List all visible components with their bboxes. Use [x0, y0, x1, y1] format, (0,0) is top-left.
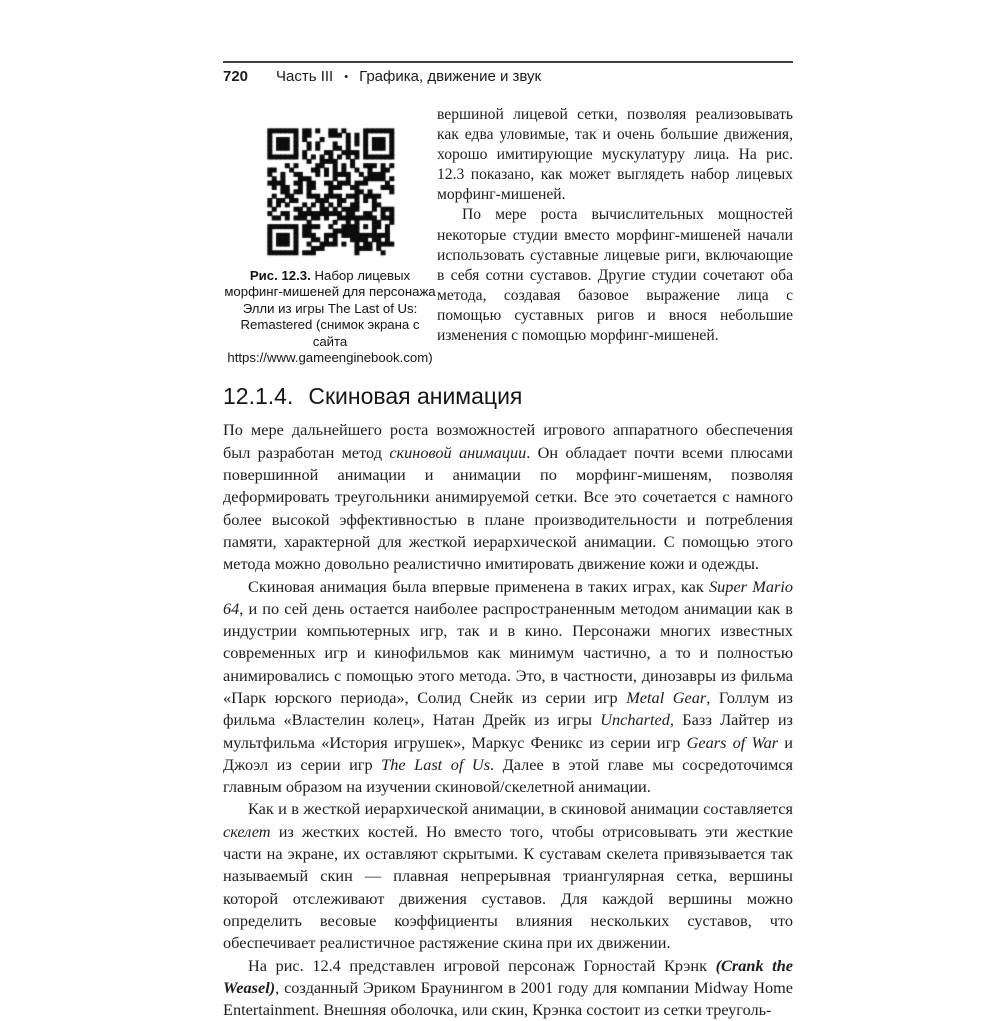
section-title: Скиновая анимация [308, 383, 523, 410]
side-text-column [437, 105, 793, 366]
figure-caption [223, 268, 437, 366]
paragraph: Как и в жесткой иерархической анимации, в скиновой анимации составляется скелет из жестких костей. Но вместо того, чтобы отрисовывать эти жесткие части на экране, их оставляют скрытыми. К суставам скелета привязывается так называемый скин — плавная непрерывная триангулярная сетка, вершины которой отслеживают движения суставов. Для каждой вершины можно определить весовые коэффициенты влияния нескольких суставов, что обеспечивает реалистичное растяжение скина при их движении. [223, 799, 793, 953]
paragraph: Скиновая анимация была впервые применена в таких играх, как Super Mario 64, и по сей день остается наиболее распространенным методом анимации как в индустрии компьютерных игр, так и в кино. Персонажи многих известных современных игр и кинофильмов как минимум частично, а то и полностью анимировались с помощью этого метода. Это, в частности, динозавры из фильма «Парк юрского периода», Солид Снейк из серии игр Metal Gear, Голлум из фильма «Властелин колец», Натан Дрейк из игры Uncharted, Базз Лайтер из мультфильма «История игрушек», Маркус Феникс из серии игр Gears of War и Джоэл из серии игр The Last of Us. Далее в этой главе мы сосредоточимся главным образом на изучении скиновой/скелетной анимации. [223, 576, 793, 797]
figure-12-3 [223, 105, 437, 366]
qr-code-image [263, 124, 398, 259]
figure-caption-label: Рис. 12.3. [249, 268, 311, 283]
running-head [223, 61, 793, 85]
figure-row [223, 105, 793, 366]
qr-code-wrap [263, 124, 398, 259]
paragraph: По мере роста вычислительных мощностей некоторые студии вместо морфинг-мишеней начали использовать суставные лицевые риги, включающие в себя сотни суставов. Другие студии сочетают оба метода, создавая базовое выражение лица с помощью суставных ригов и внося небольшие изменения с помощью морфинг-мишеней. [437, 206, 793, 345]
figure-caption-text: Набор лицевых морфинг-мишеней для персонажа Элли из игры The Last of Us: Remastered (снимок экрана с сайта https://www.gameenginebook.com) [224, 268, 436, 366]
page-number: 720 [223, 68, 249, 85]
chapter-title: Графика, движение и звук [359, 68, 542, 85]
paragraph: По мере дальнейшего роста возможностей игрового аппаратного обеспечения был разработан метод скиновой анимации. Он обладает почти всеми плюсами повершинной анимации и анимации по морфинг-мишеням, позволяя деформировать треугольники анимируемой сетки. Все это сочетается с намного более высокой эффективностью в плане производительности и потребления памяти, характерной для жесткой иерархической анимации. С помощью этого метода можно довольно реалистично имитировать движение кожи и одежды. [223, 420, 793, 574]
part-label: Часть III [276, 68, 334, 85]
bullet-separator-icon: • [344, 71, 349, 83]
paragraph: На рис. 12.4 представлен игровой персонаж Горностай Крэнк (Crank the Weasel), созданный Эриком Браунингом в 2001 году для компании Midway Home Entertainment. Внешняя оболочка, или скин, Крэнка состоит из сетки треуголь- [223, 955, 793, 1020]
section-heading [223, 383, 793, 410]
paragraph: вершиной лицевой сетки, позволяя реализовывать как едва уловимые, так и очень большие движения, хорошо имитирующие мускулатуру лица. На рис. 12.3 показано, как может выглядеть набор лицевых морфинг-мишеней. [437, 106, 793, 204]
section-number: 12.1.4. [223, 383, 294, 410]
book-page [223, 0, 793, 1021]
